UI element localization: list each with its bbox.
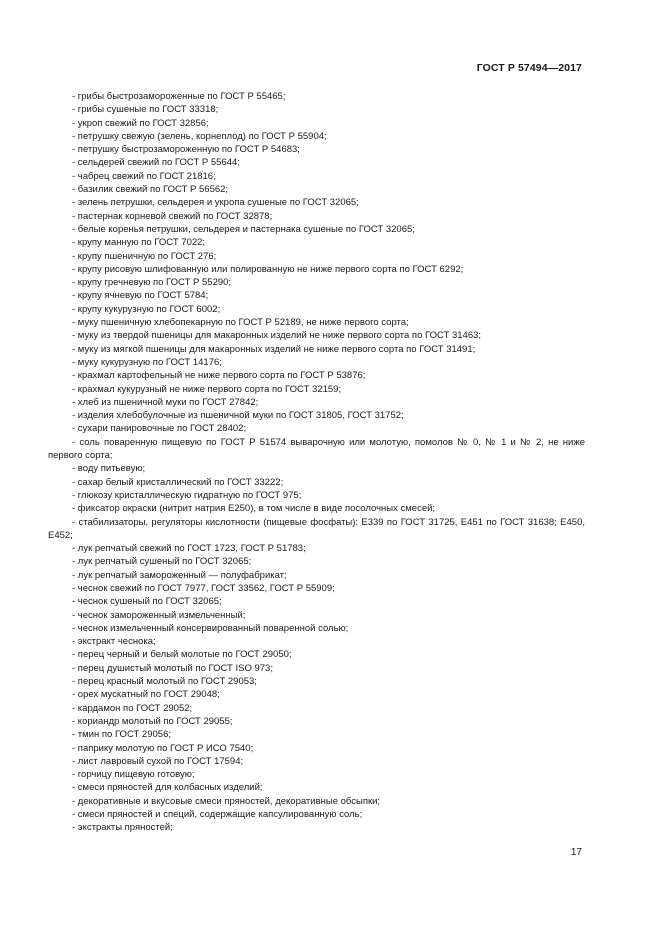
list-item: - лист лавровый сухой по ГОСТ 17594;: [72, 755, 244, 767]
list-item: - тмин по ГОСТ 29056;: [72, 729, 171, 741]
list-item: - чеснок сушеный по ГОСТ 32065;: [72, 596, 222, 608]
list-item: - перец черный и белый молотые по ГОСТ 29050;: [72, 649, 292, 661]
page-header: ГОСТ Р 57494—2017: [476, 62, 582, 74]
list-item: - смеси пряностей и специй, содержащие капсулированную соль;: [72, 809, 363, 821]
list-item: - экстракты пряностей;: [72, 822, 173, 834]
list-item: - экстракт чеснока;: [72, 636, 156, 648]
list-item: - смеси пряностей для колбасных изделий;: [72, 782, 263, 794]
list-item: - базилик свежий по ГОСТ Р 56562;: [72, 184, 229, 196]
list-item: - зелень петрушки, сельдерея и укропа сушеные по ГОСТ 32065;: [72, 197, 359, 209]
page-number: 17: [570, 847, 582, 858]
list-item: - пастернак корневой свежий по ГОСТ 32878;: [72, 210, 273, 222]
list-item: - крахмал картофельный не ниже первого сорта по ГОСТ Р 53876;: [72, 370, 366, 382]
list-item: - крахмал кукурузный не ниже первого сорта по ГОСТ 32159;: [72, 383, 342, 395]
list-item: - крупу гречневую по ГОСТ Р 55290;: [72, 277, 232, 289]
requirements-list: [48, 90, 585, 835]
list-item: - кардамон по ГОСТ 29052;: [72, 702, 193, 714]
list-item: - крупу ячневую по ГОСТ 5784;: [72, 290, 209, 302]
list-item: - изделия хлебобулочные из пшеничной муки по ГОСТ 31805, ГОСТ 31752;: [72, 410, 404, 422]
list-item: - хлеб из пшеничной муки по ГОСТ 27842;: [72, 396, 259, 408]
list-item: - чеснок замороженный измельченный;: [72, 609, 246, 621]
list-item: - крупу манную по ГОСТ 7022;: [72, 237, 206, 249]
list-item: - стабилизаторы, регуляторы кислотности (пищевые фосфаты): Е339 по ГОСТ 31725, Е451 по ГОСТ 31638; Е450, Е452;: [48, 516, 585, 541]
list-item: - соль поваренную пищевую по ГОСТ Р 51574 выварочную или молотую, помолов № 0, № 1 и № 2, не ниже первого сорта;: [48, 436, 585, 462]
list-item: - кориандр молотый по ГОСТ 29055;: [72, 715, 233, 727]
list-item: - лук репчатый замороженный — полуфабрикат;: [72, 569, 287, 581]
list-item: - горчицу пищевую готовую;: [72, 769, 195, 781]
list-item: - лук репчатый свежий по ГОСТ 1723, ГОСТ Р 51783;: [72, 543, 306, 555]
list-item: - перец душистый молотый по ГОСТ ISO 973;: [72, 662, 273, 674]
list-item: - декоративные и вкусовые смеси пряностей, декоративные обсыпки;: [72, 795, 381, 807]
list-item: - чабрец свежий по ГОСТ 21816;: [72, 170, 216, 182]
list-item: - чеснок свежий по ГОСТ 7977, ГОСТ 33562, ГОСТ Р 55909;: [72, 582, 335, 594]
list-item: - укроп свежий по ГОСТ 32856;: [72, 117, 209, 129]
list-item: - белые коренья петрушки, сельдерея и пастернака сушеные по ГОСТ 32065;: [72, 223, 415, 235]
list-item: - крупу пшеничную по ГОСТ 276;: [72, 250, 217, 262]
list-item: - паприку молотую по ГОСТ Р ИСО 7540;: [72, 742, 254, 754]
list-item: - сельдерей свежий по ГОСТ Р 55644;: [72, 157, 240, 169]
list-item: - муку кукурузную по ГОСТ 14176;: [72, 356, 222, 368]
list-item: - грибы быстрозамороженные по ГОСТ Р 55465;: [72, 91, 286, 102]
list-item: - чеснок измельченный консервированный поваренной солью;: [72, 622, 349, 634]
list-item: - глюкозу кристаллическую гидратную по ГОСТ 975;: [72, 489, 302, 501]
list-item: - фиксатор окраски (нитрит натрия Е250), в том числе в виде посолочных смесей;: [72, 503, 436, 515]
list-item: - орех мускатный по ГОСТ 29048;: [72, 689, 220, 701]
list-item: - крупу кукурузную по ГОСТ 6002;: [72, 303, 221, 315]
list-item: - грибы сушеные по ГОСТ 33318;: [72, 104, 219, 116]
list-item: - крупу рисовую шлифованную или полированную не ниже первого сорта по ГОСТ 6292;: [72, 263, 464, 275]
list-item: - перец красный молотый по ГОСТ 29053;: [72, 676, 257, 688]
list-item: - сухари панировочные по ГОСТ 28402;: [72, 423, 247, 435]
list-item: - муку из мягкой пшеницы для макаронных изделий не ниже первого сорта по ГОСТ 31491;: [72, 343, 476, 355]
list-item: - муку пшеничную хлебопекарную по ГОСТ Р 52189, не ниже первого сорта;: [72, 317, 409, 329]
list-item: - петрушку свежую (зелень, корнеплод) по ГОСТ Р 55904;: [72, 130, 327, 142]
list-item: - петрушку быстрозамороженную по ГОСТ Р 54683;: [72, 144, 300, 156]
list-item: - муку из твердой пшеницы для макаронных изделий не ниже первого сорта по ГОСТ 31463;: [72, 330, 482, 342]
list-item: - лук репчатый сушеный по ГОСТ 32065;: [72, 556, 252, 568]
list-item: - воду питьевую;: [72, 463, 146, 475]
list-item: - сахар белый кристаллический по ГОСТ 33222;: [72, 476, 284, 488]
